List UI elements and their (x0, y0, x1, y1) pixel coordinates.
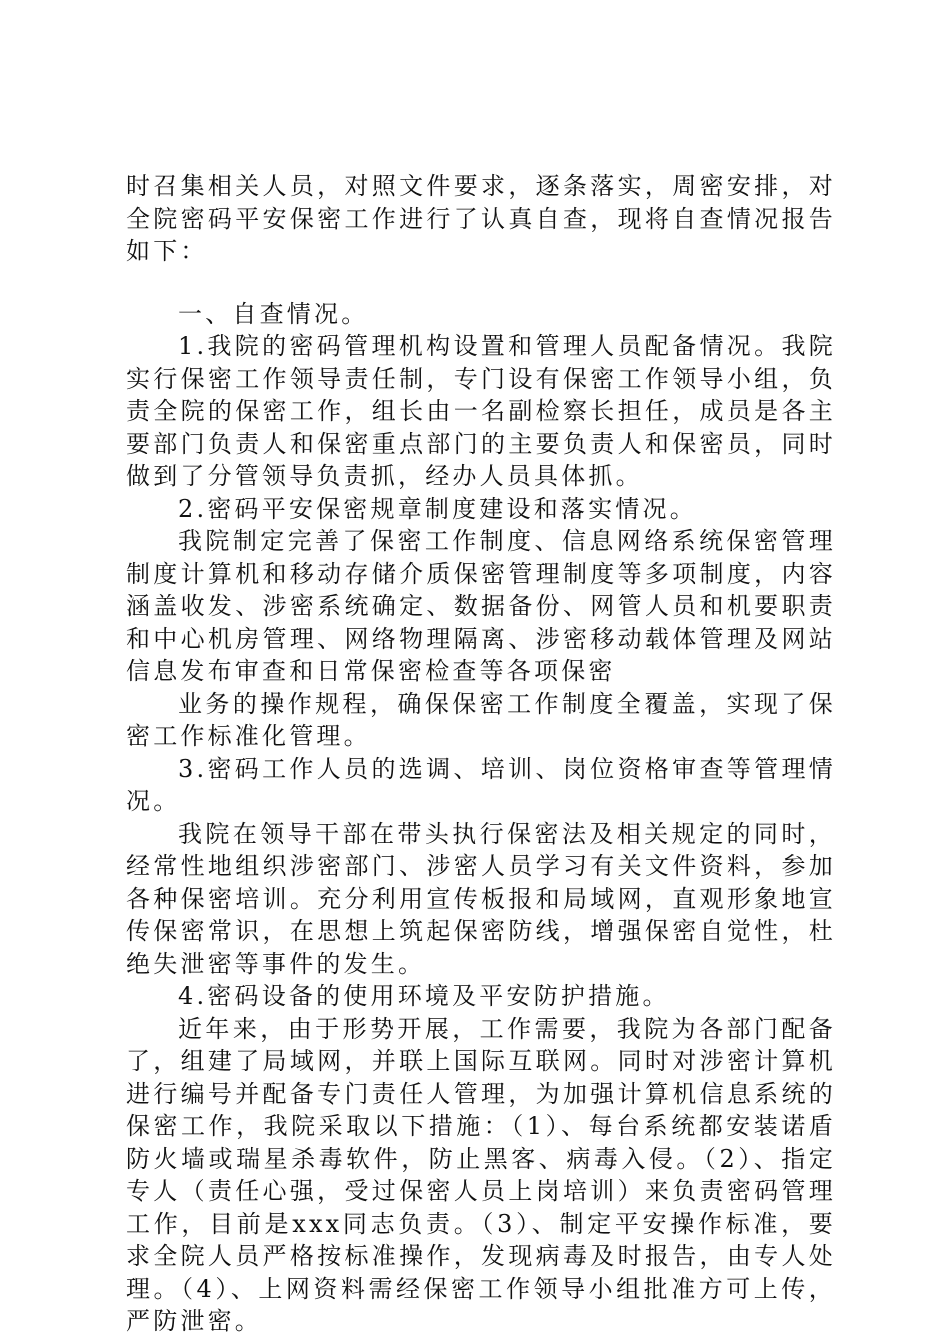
item2-body-continued: 业务的操作规程，确保保密工作制度全覆盖，实现了保密工作标准化管理。 (126, 689, 836, 750)
intro-paragraph: 时召集相关人员，对照文件要求，逐条落实，周密安排，对全院密码平安保密工作进行了认真自查，现将自查情况报告如下： (126, 172, 836, 265)
item3-body-paragraph: 我院在领导干部在带头执行保密法及相关规定的同时，经常性地组织涉密部门、涉密人员学习有关文件资料，参加各种保密培训。充分利用宣传板报和局域网，直观形象地宣传保密常识，在思想上筑起保密防线，增强保密自觉性，杜绝失泄密等事件的发生。 (126, 819, 836, 978)
section-heading: 一、自查情况。 (178, 299, 369, 328)
item4-title: 4.密码设备的使用环境及平安防护措施。 (178, 982, 670, 1010)
item2-body-paragraph: 我院制定完善了保密工作制度、信息网络系统保密管理制度计算机和移动存储介质保密管理制度等多项制度，内容涵盖收发、涉密系统确定、数据备份、网管人员和机要职责和中心机房管理、网络物理隔离、涉密移动载体管理及网站信息发布审查和日常保密检查等各项保密 (126, 527, 836, 685)
item4-body-paragraph: 近年来，由于形势开展，工作需要，我院为各部门配备了，组建了局域网，并联上国际互联网。同时对涉密计算机进行编号并配备专门责任人管理，为加强计算机信息系统的保密工作，我院采取以下措施：（1）、每台系统都安装诺盾防火墙或瑞星杀毒软件，防止黑客、病毒入侵。（2）、指定专人（责任心强，受过保密人员上岗培训）来负责密码管理工作，目前是xxx同志负责。（3）、制定平安操作标准，要求全院人员严格按标准操作，发现病毒及时报告，由专人处理。（4）、上网资料需经保密工作领导小组批准方可上传，严防泄密。 (126, 1014, 836, 1335)
item1-paragraph: 1.我院的密码管理机构设置和管理人员配备情况。我院实行保密工作领导责任制，专门设有保密工作领导小组，负责全院的保密工作，组长由一名副检察长担任，成员是各主要部门负责人和保密重点部门的主要负责人和保密员，同时做到了分管领导负责抓，经办人员具体抓。 (126, 332, 836, 490)
item3-title: 3.密码工作人员的选调、培训、岗位资格审查等管理情况。 (126, 754, 836, 815)
item2-title: 2.密码平安保密规章制度建设和落实情况。 (178, 494, 697, 523)
document-page (126, 170, 836, 1338)
